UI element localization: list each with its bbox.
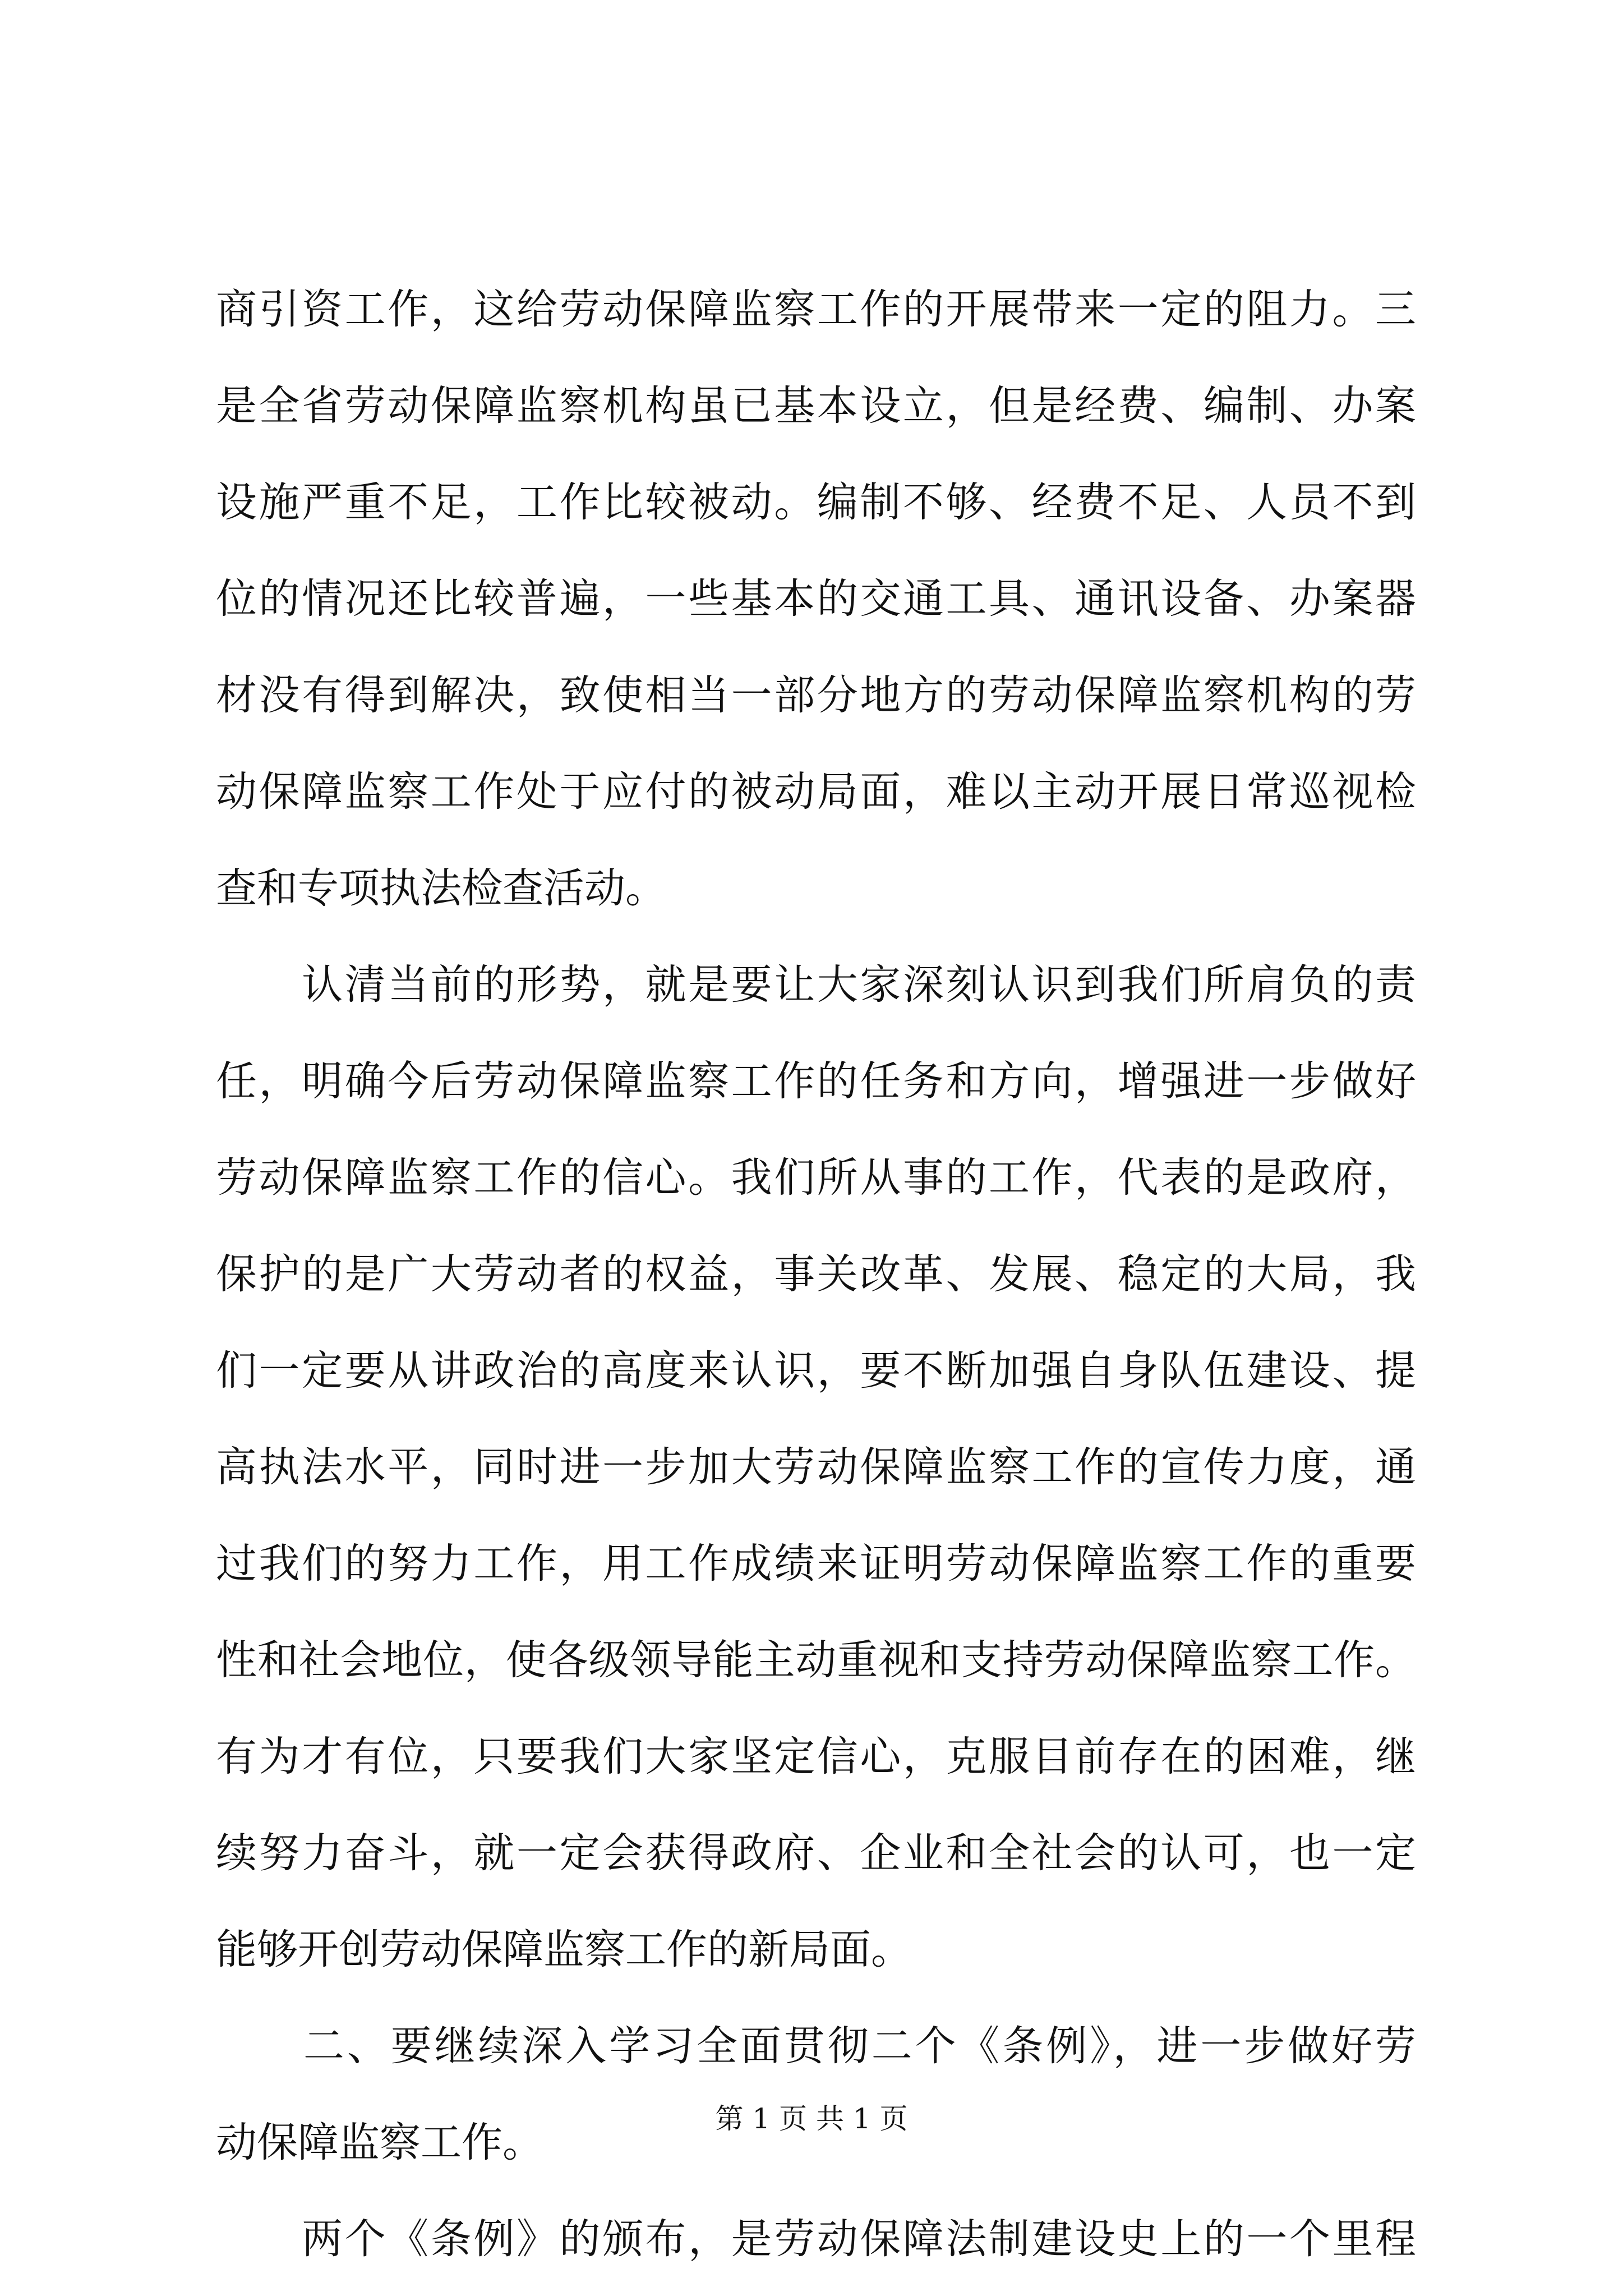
text-line: 商引资工作，这给劳动保障监察工作的开展带来一定的阻力。三	[216, 286, 1416, 333]
text-line: 查和专项执法检查活动。	[216, 864, 666, 912]
text-line: 两个《条例》的颁布，是劳动保障法制建设史上的一个里程	[216, 2215, 1416, 2263]
text-line: 劳动保障监察工作的信心。我们所从事的工作，代表的是政府，	[216, 1154, 1416, 1202]
page-number-label: 第 1 页 共 1 页	[715, 2102, 908, 2135]
text-line: 续努力奋斗，就一定会获得政府、企业和全社会的认可，也一定	[216, 1829, 1416, 1877]
text-line: 材没有得到解决，致使相当一部分地方的劳动保障监察机构的劳	[216, 671, 1416, 719]
text-line: 是全省劳动保障监察机构虽已基本设立，但是经费、编制、办案	[216, 382, 1416, 430]
text-line: 认清当前的形势，就是要让大家深刻认识到我们所肩负的责	[216, 961, 1416, 1009]
text-line: 位的情况还比较普遍，一些基本的交通工具、通讯设备、办案器	[216, 575, 1416, 623]
text-line: 有为才有位，只要我们大家坚定信心，克服目前存在的困难，继	[216, 1733, 1416, 1780]
text-line: 过我们的努力工作，用工作成绩来证明劳动保障监察工作的重要	[216, 1540, 1416, 1588]
body-text	[216, 261, 1416, 2288]
page-footer	[0, 2099, 1623, 2138]
text-line: 高执法水平，同时进一步加大劳动保障监察工作的宣传力度，通	[216, 1443, 1416, 1491]
text-line: 动保障监察工作处于应付的被动局面，难以主动开展日常巡视检	[216, 768, 1416, 816]
text-line: 设施严重不足，工作比较被动。编制不够、经费不足、人员不到	[216, 478, 1416, 526]
text-line: 保护的是广大劳动者的权益，事关改革、发展、稳定的大局，我	[216, 1250, 1416, 1298]
text-line: 性和社会地位，使各级领导能主动重视和支持劳动保障监察工作。	[216, 1636, 1416, 1684]
text-line: 动保障监察工作。	[216, 2119, 543, 2166]
text-line: 二、要继续深入学习全面贯彻二个《条例》，进一步做好劳	[216, 2022, 1416, 2070]
text-line: 任，明确今后劳动保障监察工作的任务和方向，增强进一步做好	[216, 1057, 1416, 1105]
text-line: 们一定要从讲政治的高度来认识，要不断加强自身队伍建设、提	[216, 1347, 1416, 1395]
text-line: 能够开创劳动保障监察工作的新局面。	[216, 1926, 912, 1973]
